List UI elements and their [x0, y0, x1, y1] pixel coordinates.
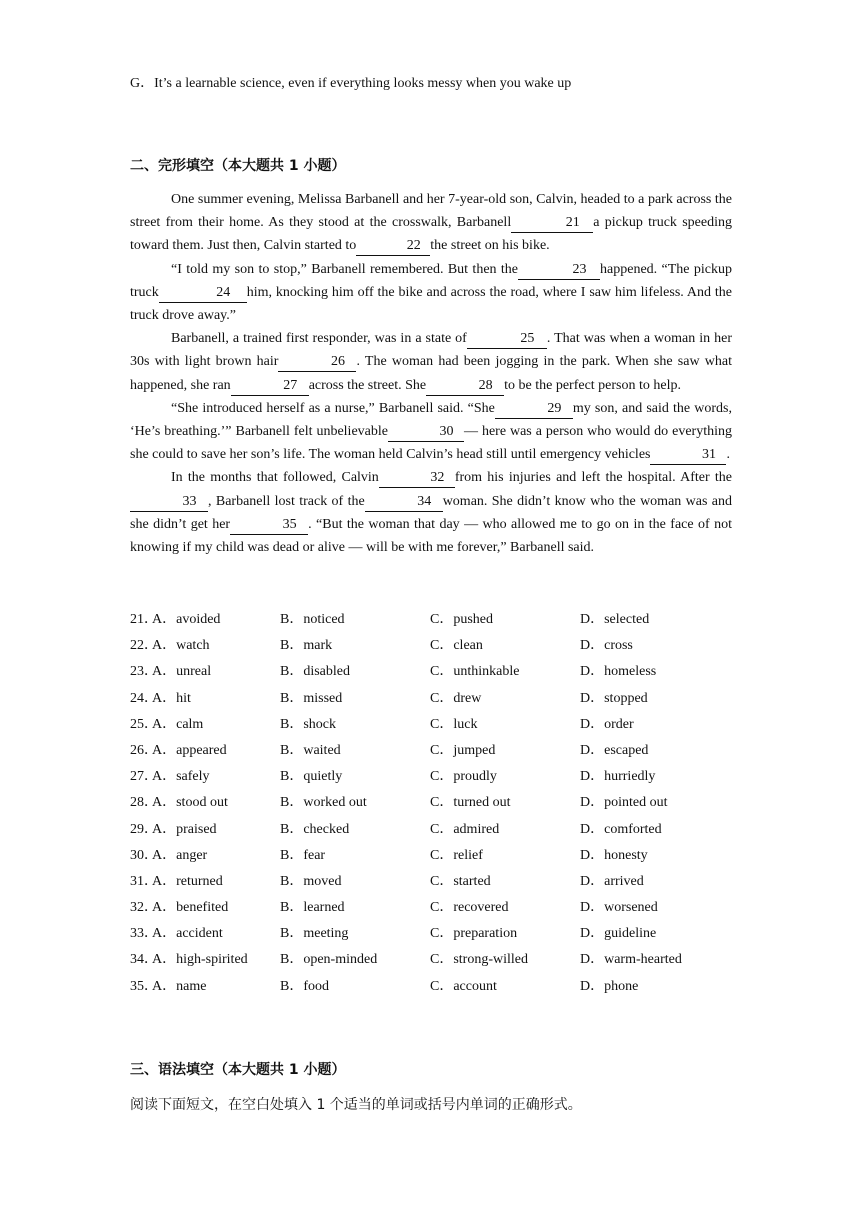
question-number: 26． — [130, 742, 158, 758]
option-c: C．luck — [430, 716, 478, 732]
question-number: 32． — [130, 900, 158, 916]
option-d: D．arrived — [580, 873, 644, 889]
blank-27: 27 — [231, 377, 309, 396]
blank-23: 23 — [518, 261, 600, 280]
question-row — [130, 607, 732, 633]
question-number: 28． — [130, 795, 158, 811]
option-d: D．hurriedly — [580, 769, 656, 785]
option-b: B．disabled — [280, 664, 350, 680]
question-row — [130, 790, 732, 816]
passage-text: Barbanell, a trained first responder, was in a state of — [171, 331, 467, 347]
option-c: C．unthinkable — [430, 664, 520, 680]
passage-text: “I told my son to stop,” Barbanell remembered. But then the — [171, 261, 519, 277]
option-c: C．admired — [430, 821, 500, 837]
option-d: D．comforted — [580, 821, 662, 837]
question-number: 29． — [130, 821, 158, 837]
option-a: A．safely — [152, 769, 210, 785]
option-d: D．cross — [580, 638, 633, 654]
option-c: C．jumped — [430, 742, 496, 758]
blank-35: 35 — [230, 516, 308, 535]
passage-text: him, knocking him off the bike and across the road, where I saw him lifeless. And the truck drove away.” — [130, 284, 732, 324]
option-a: A．high-spirited — [152, 952, 248, 968]
passage-text: my son, and said the words, ‘He’s breathing.’” Barbanell felt unbelievable — [130, 400, 732, 440]
previous-option-g: G．It’s a learnable science, even if everything looks messy when you wake up — [130, 76, 572, 91]
option-d: D．guideline — [580, 926, 657, 942]
passage-paragraph — [130, 397, 732, 467]
option-a: A．hit — [152, 690, 191, 706]
option-b: B．moved — [280, 873, 342, 889]
question-number: 25． — [130, 716, 158, 732]
question-number: 23． — [130, 664, 158, 680]
option-c: C．turned out — [430, 795, 511, 811]
question-row — [130, 947, 732, 973]
option-b: B．meeting — [280, 926, 349, 942]
passage-paragraph — [130, 258, 732, 328]
option-c: C．recovered — [430, 900, 509, 916]
option-c: C．strong-willed — [430, 952, 528, 968]
blank-33: 33 — [130, 493, 208, 512]
option-d: D．escaped — [580, 742, 649, 758]
option-a: A．avoided — [152, 612, 221, 627]
option-b: B．learned — [280, 900, 345, 916]
option-b: B．worked out — [280, 795, 367, 811]
question-row — [130, 764, 732, 790]
question-number: 35． — [130, 978, 158, 994]
blank-22: 22 — [356, 237, 430, 256]
option-d: D．honesty — [580, 847, 648, 863]
blank-32: 32 — [379, 469, 455, 488]
option-a: A．name — [152, 978, 207, 994]
option-a: A．calm — [152, 716, 204, 732]
question-row — [130, 974, 732, 1000]
option-b: B．checked — [280, 821, 350, 837]
option-d: D．order — [580, 716, 634, 732]
question-number: 22． — [130, 638, 158, 654]
question-row — [130, 686, 732, 712]
option-b: B．open-minded — [280, 952, 378, 968]
question-row — [130, 659, 732, 685]
question-number: 21． — [130, 612, 158, 627]
blank-21: 21 — [511, 214, 593, 233]
option-c: C．started — [430, 873, 491, 889]
passage-paragraph — [130, 188, 732, 258]
passage-text: . That was when a woman in her 30s with light brown hair — [130, 331, 732, 370]
question-row — [130, 712, 732, 738]
blank-29: 29 — [495, 400, 573, 419]
question-number: 24． — [130, 690, 158, 706]
blank-34: 34 — [365, 493, 443, 512]
section3-instruction: 阅读下面短文，在空白处填入 1 个适当的单词或括号内单词的正确形式。 — [130, 1097, 582, 1113]
passage-text: , Barbanell lost track of the — [208, 493, 365, 509]
passage-text: the street on his bike. — [430, 238, 550, 254]
passage-text: . — [726, 447, 730, 463]
question-row — [130, 843, 732, 869]
question-number: 33． — [130, 926, 158, 942]
option-a: A．benefited — [152, 900, 229, 916]
option-c: C．account — [430, 978, 497, 994]
option-d: D．stopped — [580, 690, 648, 706]
option-c: C．clean — [430, 638, 483, 654]
option-b: B．mark — [280, 638, 333, 654]
option-b: B．missed — [280, 690, 343, 706]
option-b: B．waited — [280, 742, 341, 758]
option-d: D．homeless — [580, 664, 657, 680]
question-row — [130, 817, 732, 843]
passage-text: . “But the woman that day — who allowed me to go on in the face of not knowing if my child was dead or alive — will be with me forever,” Barbanell said. — [130, 516, 732, 556]
blank-28: 28 — [426, 377, 504, 396]
option-a: A．praised — [152, 821, 217, 837]
question-row — [130, 921, 732, 947]
option-c: C．pushed — [430, 612, 493, 627]
option-d: D．pointed out — [580, 795, 668, 811]
question-row — [130, 869, 732, 895]
question-row — [130, 738, 732, 764]
option-a: A．anger — [152, 847, 208, 863]
question-number: 34． — [130, 952, 158, 968]
question-number: 30． — [130, 847, 158, 863]
question-row — [130, 633, 732, 659]
option-b: B．fear — [280, 847, 326, 863]
passage-text: across the street. She — [308, 377, 427, 393]
option-d: D．phone — [580, 978, 639, 994]
passage-text: In the months that followed, Calvin — [171, 470, 379, 486]
option-d: D．worsened — [580, 900, 658, 916]
passage-paragraph — [130, 327, 732, 397]
option-c: C．preparation — [430, 926, 518, 942]
option-a: A．accident — [152, 926, 223, 942]
option-a: A．unreal — [152, 664, 212, 680]
passage-text: One summer evening, Melissa Barbanell and her 7-year-old son, Calvin, headed to a park across the street from their home. As they stood at the crosswalk, Barbanell — [130, 192, 732, 231]
blank-24: 24 — [159, 284, 247, 303]
option-c: C．proudly — [430, 769, 497, 785]
passage-text: woman. She didn’t know who the woman was and she didn’t get her — [130, 493, 732, 532]
option-a: A．appeared — [152, 742, 227, 758]
passage-text: a pickup truck speeding toward them. Just then, Calvin started to — [130, 215, 732, 254]
option-c: C．relief — [430, 847, 483, 863]
section2-heading: 二、完形填空（本大题共 1 小题） — [130, 158, 346, 174]
question-number: 31． — [130, 873, 158, 889]
option-b: B．shock — [280, 716, 336, 732]
passage-text: “She introduced herself as a nurse,” Barbanell said. “She — [171, 400, 495, 416]
question-number: 27． — [130, 769, 158, 785]
blank-30: 30 — [388, 423, 464, 442]
question-row — [130, 895, 732, 921]
option-c: C．drew — [430, 690, 482, 706]
blank-26: 26 — [278, 353, 356, 372]
option-a: A．returned — [152, 873, 223, 889]
option-b: B．food — [280, 978, 329, 994]
passage-text: — here was a person who would do everything she could to save her son’s life. The woman held Calvin’s head still until emergency vehicles — [130, 424, 732, 463]
passage-text: from his injuries and left the hospital. After the — [454, 470, 732, 486]
option-d: D．selected — [580, 612, 650, 627]
section3-heading: 三、语法填空（本大题共 1 小题） — [130, 1062, 346, 1078]
passage-text: to be the perfect person to help. — [504, 377, 681, 393]
blank-25: 25 — [467, 330, 547, 349]
option-a: A．stood out — [152, 795, 228, 811]
cloze-passage — [130, 188, 732, 559]
option-d: D．warm-hearted — [580, 952, 682, 968]
passage-text: . The woman had been jogging in the park. When she saw what happened, she ran — [130, 354, 732, 393]
option-b: B．noticed — [280, 612, 345, 627]
option-a: A．watch — [152, 638, 210, 654]
passage-text: happened. “The pickup truck — [130, 261, 732, 300]
blank-31: 31 — [650, 446, 726, 465]
cloze-options — [130, 607, 732, 1000]
option-b: B．quietly — [280, 769, 343, 785]
passage-paragraph — [130, 466, 732, 559]
